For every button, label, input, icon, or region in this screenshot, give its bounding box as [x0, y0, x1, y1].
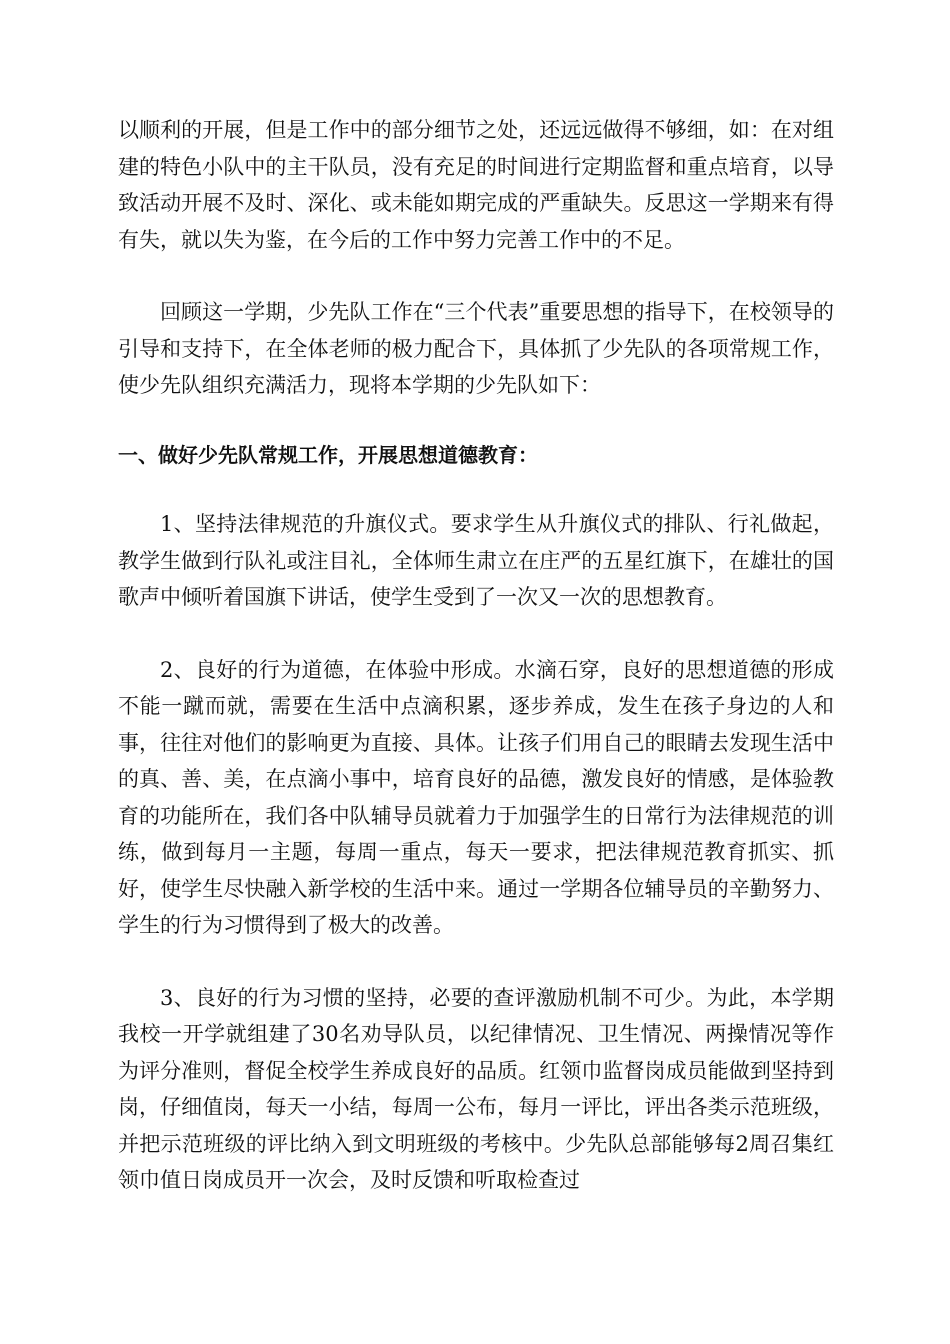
paragraph-item-2: 2、良好的行为道德，在体验中形成。水滴石穿，良好的思想道德的形成不能一蹴而就，需要在生活中点滴积累，逐步养成，发生在孩子身边的人和事，往往对他们的影响更为直接、具体。让孩子们用自己的眼睛去发现生活中的真、善、美，在点滴小事中，培育良好的品德，激发良好的情感，是体验教育的功能所在，我们各中队辅导员就着力于加强学生的日常行为法律规范的训练，做到每月一主题，每周一重点，每天一要求，把法律规范教育抓实、抓好，使学生尽快融入新学校的生活中来。通过一学期各位辅导员的辛勤努力、学生的行为习惯得到了极大的改善。: [118, 657, 834, 937]
paragraph-item-1: 1、坚持法律规范的升旗仪式。要求学生从升旗仪式的排队、行礼做起，教学生做到行队礼或注目礼，全体师生肃立在庄严的五星红旗下，在雄壮的国歌声中倾听着国旗下讲话，使学生受到了一次又一次的思想教育。: [118, 512, 834, 609]
document-body: [118, 112, 834, 1199]
paragraph-review: 回顾这一学期，少先队工作在“三个代表”重要思想的指导下，在校领导的引导和支持下，在全体老师的极力配合下，具体抓了少先队的各项常规工作，使少先队组织充满活力，现将本学期的少先队如下：: [118, 300, 834, 397]
paragraph-item-3: 3、良好的行为习惯的坚持，必要的查评激励机制不可少。为此，本学期我校一开学就组建了30名劝导队员，以纪律情况、卫生情况、两操情况等作为评分准则，督促全校学生养成良好的品质。红领巾监督岗成员能做到坚持到岗，仔细值岗，每天一小结，每周一公布，每月一评比，评出各类示范班级，并把示范班级的评比纳入到文明班级的考核中。少先队总部能够每2周召集红领巾值日岗成员开一次会，及时反馈和听取检查过: [118, 985, 834, 1192]
paragraph-continuation: 以顺利的开展，但是工作中的部分细节之处，还远远做得不够细，如：在对组建的特色小队中的主干队员，没有充足的时间进行定期监督和重点培育，以导致活动开展不及时、深化、或未能如期完成的严重缺失。反思这一学期来有得有失，就以失为鉴，在今后的工作中努力完善工作中的不足。: [118, 118, 834, 252]
section-heading: 一、做好少先队常规工作，开展思想道德教育：: [118, 442, 538, 467]
